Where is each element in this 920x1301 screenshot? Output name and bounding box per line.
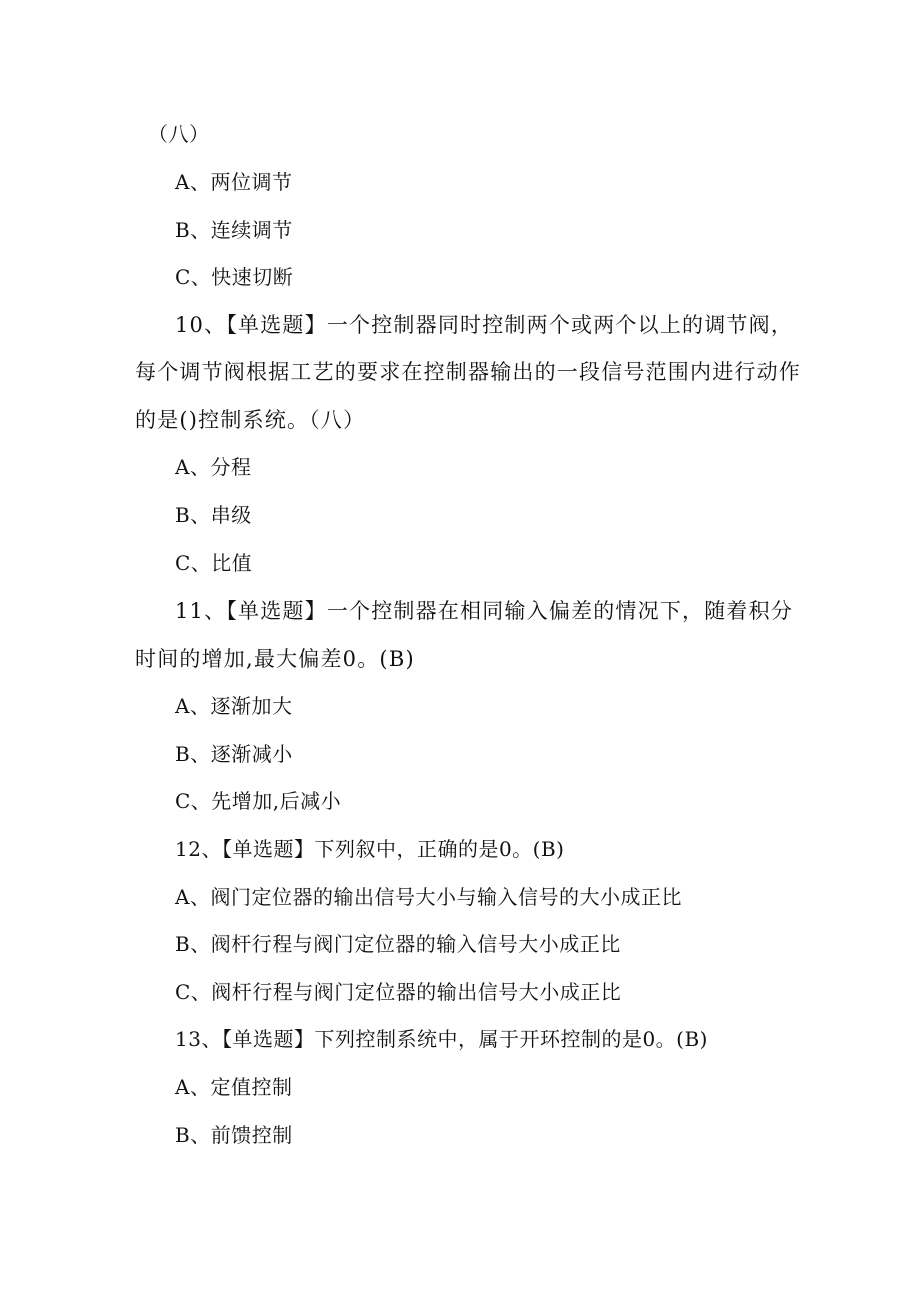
q12-stem: 12、【单选题】下列叙中，正确的是0。(B) — [175, 837, 565, 861]
q11-option-a: A、逐渐加大 — [175, 694, 293, 718]
q10-stem-line-1: 10、【单选题】一个控制器同时控制两个或两个以上的调节阀， — [175, 313, 794, 337]
q10-stem-line-3: 的是()控制系统。（八） — [135, 408, 366, 432]
q13-stem: 13、【单选题】下列控制系统中，属于开环控制的是0。(B) — [175, 1027, 708, 1051]
q10-option-c: C、比值 — [175, 551, 253, 575]
q12-option-c: C、阀杆行程与阀门定位器的输出信号大小成正比 — [175, 980, 622, 1004]
q12-option-a: A、阀门定位器的输出信号大小与输入信号的大小成正比 — [175, 885, 682, 909]
q10-option-b: B、串级 — [175, 503, 252, 527]
q11-option-c: C、先增加,后减小 — [175, 789, 342, 813]
q12-option-b: B、阀杆行程与阀门定位器的输入信号大小成正比 — [175, 932, 621, 956]
q13-option-b: B、前馈控制 — [175, 1123, 293, 1147]
q11-option-b: B、逐渐减小 — [175, 742, 293, 766]
q9-option-a: A、两位调节 — [175, 170, 293, 194]
q10-stem-line-2: 每个调节阀根据工艺的要求在控制器输出的一段信号范围内进行动作 — [135, 360, 801, 384]
q11-stem-line-1: 11、【单选题】一个控制器在相同输入偏差的情况下，随着积分 — [175, 599, 794, 623]
q11-stem-line-2: 时间的增加,最大偏差0。(B) — [135, 647, 415, 671]
q9-option-c: C、快速切断 — [175, 265, 294, 289]
q13-option-a: A、定值控制 — [175, 1075, 293, 1099]
q9-option-b: B、连续调节 — [175, 218, 293, 242]
answer-fragment: （八） — [148, 122, 210, 146]
q10-option-a: A、分程 — [175, 455, 252, 479]
